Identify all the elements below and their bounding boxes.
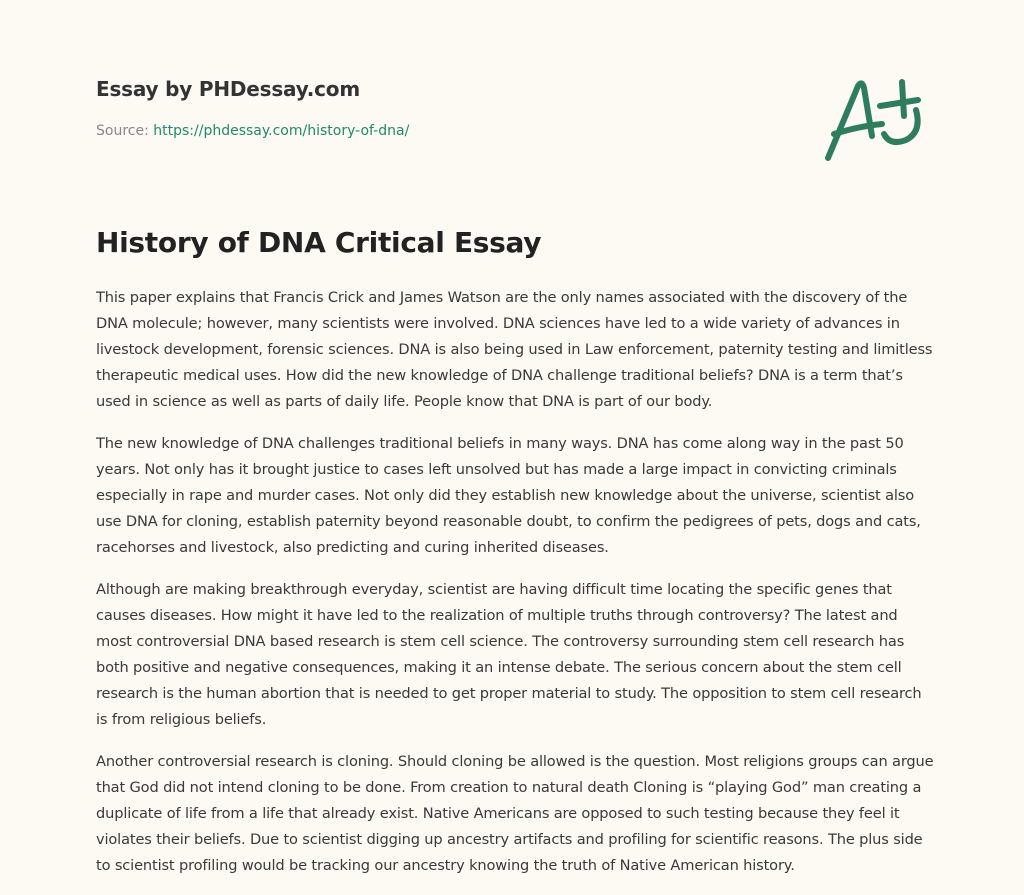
paragraph: The new knowledge of DNA challenges traditional beliefs in many ways. DNA has come along way in the past 50 years. Not only has it brought justice to cases left unsolved but has made a large impact in convicting criminals especially in rape and murder cases. Not only did they establish new knowledge about the universe, scientist also use DNA for cloning, establish paternity beyond reasonable doubt, to confirm the pedigrees of pets, dogs and cats, racehorses and livestock, also predicting and curing inherited diseases. [96, 435, 921, 556]
source-line [96, 123, 409, 139]
article-title: History of DNA Critical Essay [96, 226, 542, 259]
source-link[interactable]: https://phdessay.com/history-of-dna/ [153, 123, 410, 139]
a-plus-logo-icon [820, 66, 930, 166]
source-label: Source: [96, 123, 149, 139]
article-body [96, 285, 936, 895]
paragraph: This paper explains that Francis Crick and James Watson are the only names associated with the discovery of the DNA molecule; however, many scientists were involved. DNA sciences have led to a wide variety of advances in livestock development, forensic sciences. DNA is also being used in Law enforcement, paternity testing and limitless therapeutic medical uses. How did the new knowledge of DNA challenge traditional beliefs? DNA is a term that’s used in science as well as parts of daily life. People know that DNA is part of our body. [96, 289, 933, 410]
site-brand: Essay by PHDessay.com [96, 77, 360, 101]
paragraph: Another controversial research is cloning. Should cloning be allowed is the question. Most religions groups can argue that God did not intend cloning to be done. From creation to natural death Cloning is “playing God” man creating a duplicate of life from a life that already exist. Native Americans are opposed to such testing because they feel it violates their beliefs. Due to scientist digging up ancestry artifacts and profiling for scientific reasons. The plus side to scientist profiling would be tracking our ancestry knowing the truth of Native American history. [96, 753, 934, 874]
paragraph: Although are making breakthrough everyday, scientist are having difficult time locating the specific genes that causes diseases. How might it have led to the realization of multiple truths through controversy? The latest and most controversial DNA based research is stem cell science. The controversy surrounding stem cell research has both positive and negative consequences, making it an intense debate. The serious concern about the stem cell research is the human abortion that is needed to get proper material to study. The opposition to stem cell research is from religious beliefs. [96, 581, 922, 728]
